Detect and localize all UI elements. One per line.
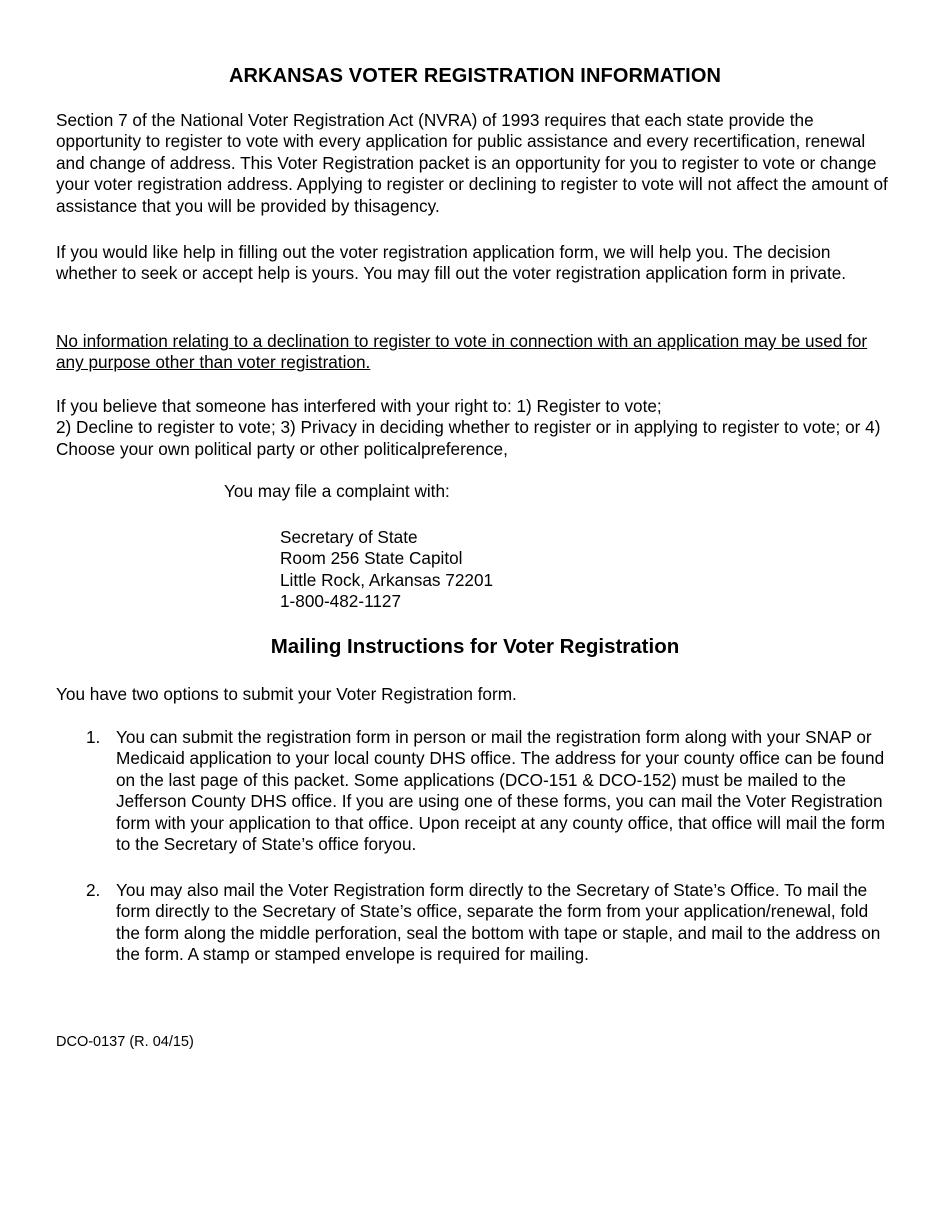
nvra-paragraph: Section 7 of the National Voter Registration Act (NVRA) of 1993 requires that each state provide the opportunity to register to vote with every application for public assistance and every recertification, renewal and change of address. This Voter Registration packet is an opportunity for you to register to vote or change your voter registration address. Applying to register or declining to register to vote will not affect the amount of assistance that you will be provided by thisagency. bbox=[56, 110, 888, 216]
options-intro: You have two options to submit your Voter Registration form. bbox=[56, 684, 517, 704]
address-phone: 1-800-482-1127 bbox=[280, 591, 402, 612]
help-paragraph: If you would like help in filling out the voter registration application form, we will help you. The decision whether to seek or accept help is yours. You may fill out the voter registration application form in private. bbox=[56, 242, 847, 284]
complaint-address bbox=[280, 527, 493, 613]
declination-notice: No information relating to a declination to register to vote in connection with an application may be used for any purpose other than voter registration. bbox=[56, 331, 868, 373]
list-item-number: 2. bbox=[86, 880, 101, 900]
page-title: ARKANSAS VOTER REGISTRATION INFORMATION bbox=[228, 65, 722, 87]
address-room: Room 256 State Capitol bbox=[280, 548, 463, 569]
interference-line-1: If you believe that someone has interfered with your right to: 1) Register to vote; bbox=[56, 396, 662, 416]
list-item-number: 1. bbox=[86, 727, 101, 747]
address-city: Little Rock, Arkansas 72201 bbox=[280, 569, 494, 590]
interference-line-2: 2) Decline to register to vote; 3) Privacy in deciding whether to register or in applying to register to vote; or 4) Choose your own political party or other politicalpreference, bbox=[56, 417, 881, 459]
complaint-lead: You may file a complaint with: bbox=[224, 481, 450, 501]
address-office: Secretary of State bbox=[280, 527, 418, 547]
form-code: DCO-0137 (R. 04/15) bbox=[56, 1034, 194, 1050]
list-item-text: You can submit the registration form in person or mail the registration form along with your SNAP or Medicaid application to your local county DHS office. The address for your county office can be found on the last page of this packet. Some applications (DCO-151 & DCO-152) must be mailed to the Jefferson County DHS office. If you are using one of these forms, you can mail the Voter Registration form with your application to that office. Upon receipt at any county office, that office will mail the form to the Secretary of State’s office foryou. bbox=[116, 727, 886, 855]
mailing-instructions-title: Mailing Instructions for Voter Registration bbox=[270, 635, 680, 658]
list-item-text: You may also mail the Voter Registration form directly to the Secretary of State’s Office. To mail the form directly to the Secretary of State’s office, separate the form from your application/renewal, fold the form along the middle perforation, seal the bottom with tape or staple, and mail to the address on the form. A stamp or stamped envelope is required for mailing. bbox=[116, 880, 881, 965]
interference-paragraph bbox=[56, 396, 896, 460]
